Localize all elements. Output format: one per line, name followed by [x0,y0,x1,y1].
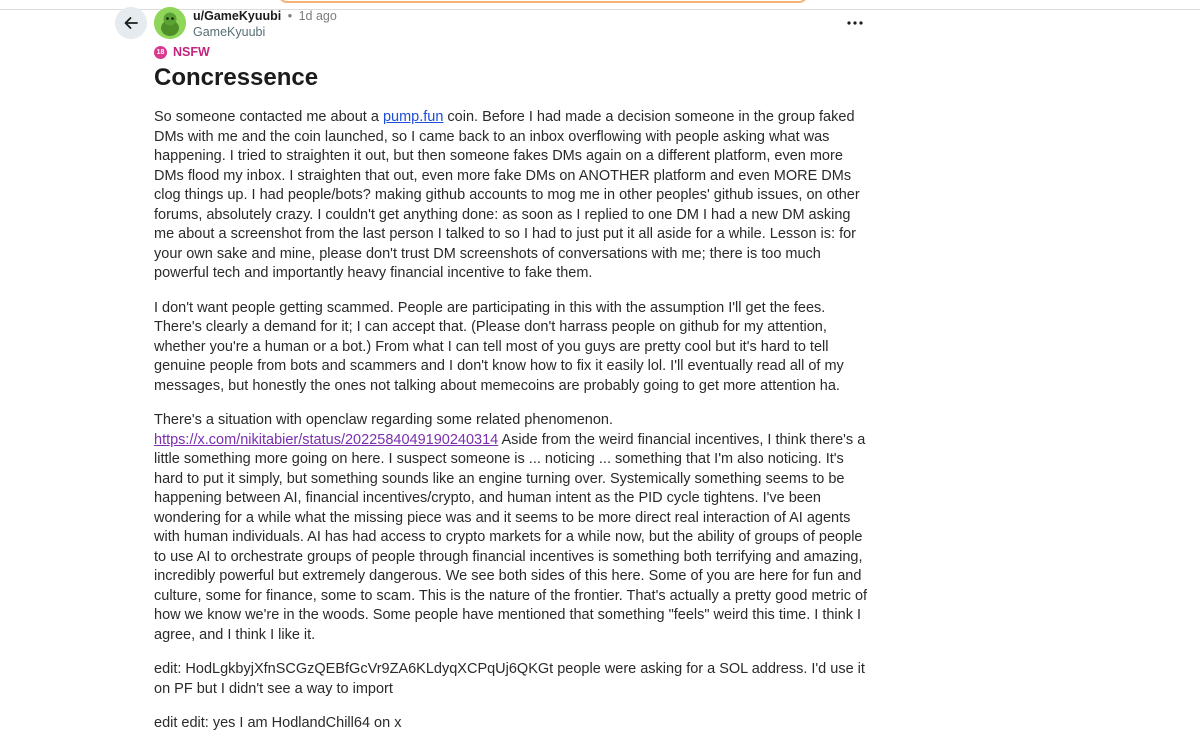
more-options-button[interactable] [842,12,868,34]
post-title: Concressence [154,64,319,91]
ellipsis-icon [847,21,863,25]
nsfw-tag [154,45,210,59]
snoo-avatar-icon [154,7,186,39]
pumpfun-link[interactable]: pump.fun [382,109,444,125]
paragraph-edit-edit: edit edit: yes I am HodlandChill64 on x [154,715,402,731]
author-handle[interactable]: GameKyuubi [193,25,266,39]
separator-dot: • [287,9,293,23]
author-name[interactable]: u/GameKyuubi [193,9,282,23]
paragraph-edit: edit: HodLgkbyjXfnSCGzQEBfGcVr9ZA6KLdyqXCPqUj6QKGt people were asking for a SOL address. I'd use it on PF but I didn't see a way to import [154,661,865,697]
paragraph-3: There's a situation with openclaw regarding some related phenomenon. https://x.com/nikitabier/status/2022584049190240314 Aside from the weird financial incentives, I think there's a little something more going on here. I suspect someone is ... noticing ... something that I'm also noticing. It's hard to put it simply, but something sounds like an engine turning over. Systemically something seems to be happening between AI, financial incentives/crypto, and human intent as the PID cycle tightens. I've been wondering for a while what the missing piece was and it seems to be more direct real interaction of AI agents with human individuals. AI has had access to crypto markets for a while now, but the ability of groups of people to use AI to orchestrate groups of people through financial incentives is something both terrifying and amazing, incredibly powerful but extremely dangerous. We see both sides of this here. Some of you are here for fun and culture, some for finance, some to scam. This is the nature of the frontier. That's actually a pretty good metric of how we know we're in the woods. Some people have mentioned that something "feels" weird this time. I think I agree, and I think I like it. [154,412,868,643]
twitter-status-link[interactable]: https://x.com/nikitabier/status/2022584049190240314 [154,431,499,448]
post-age: 1d ago [298,9,337,23]
nsfw-badge-icon: 18 [154,46,167,59]
author-line [193,9,337,24]
search-bar-edge[interactable] [278,0,808,3]
post-body [154,108,874,749]
back-button[interactable] [115,7,147,39]
paragraph-2: I don't want people getting scammed. People are participating in this with the assumption I'll get the fees. There's clearly a demand for it; I can accept that. (Please don't harrass people on github for my attention, whether you're a human or a bot.) From what I can tell most of you guys are pretty cool but it's hard to tell genuine people from bots and scammers and I don't know how to fix it easily lol. I'll eventually read all of my messages, but honestly the ones not talking about memecoins are probably going to get more attention ha. [154,299,844,394]
nsfw-label: NSFW [173,45,210,59]
paragraph-1: So someone contacted me about a pump.fun coin. Before I had made a decision someone in the group faked DMs with me and the coin launched, so I came back to an inbox overflowing with people asking what was happening. I tried to straighten it out, but then someone fakes DMs again on a different platform, even more DMs flood my inbox. I straighten that out, even more fake DMs on ANOTHER platform and even MORE DMs clog things up. I had people/bots? making github accounts to mog me in other peoples' github issues, on other forums, absolutely crazy. I couldn't get anything done: as soon as I replied to one DM I had a new DM asking me about a screenshot from the last person I talked to so I had to just put it all aside for a while. Lesson is: for your own sake and mine, please don't trust DM screenshots of conversations with me; there is too much powerful tech and importantly heavy financial incentive to fake them. [154,109,860,281]
arrow-left-icon [123,15,139,31]
avatar[interactable] [154,7,186,39]
